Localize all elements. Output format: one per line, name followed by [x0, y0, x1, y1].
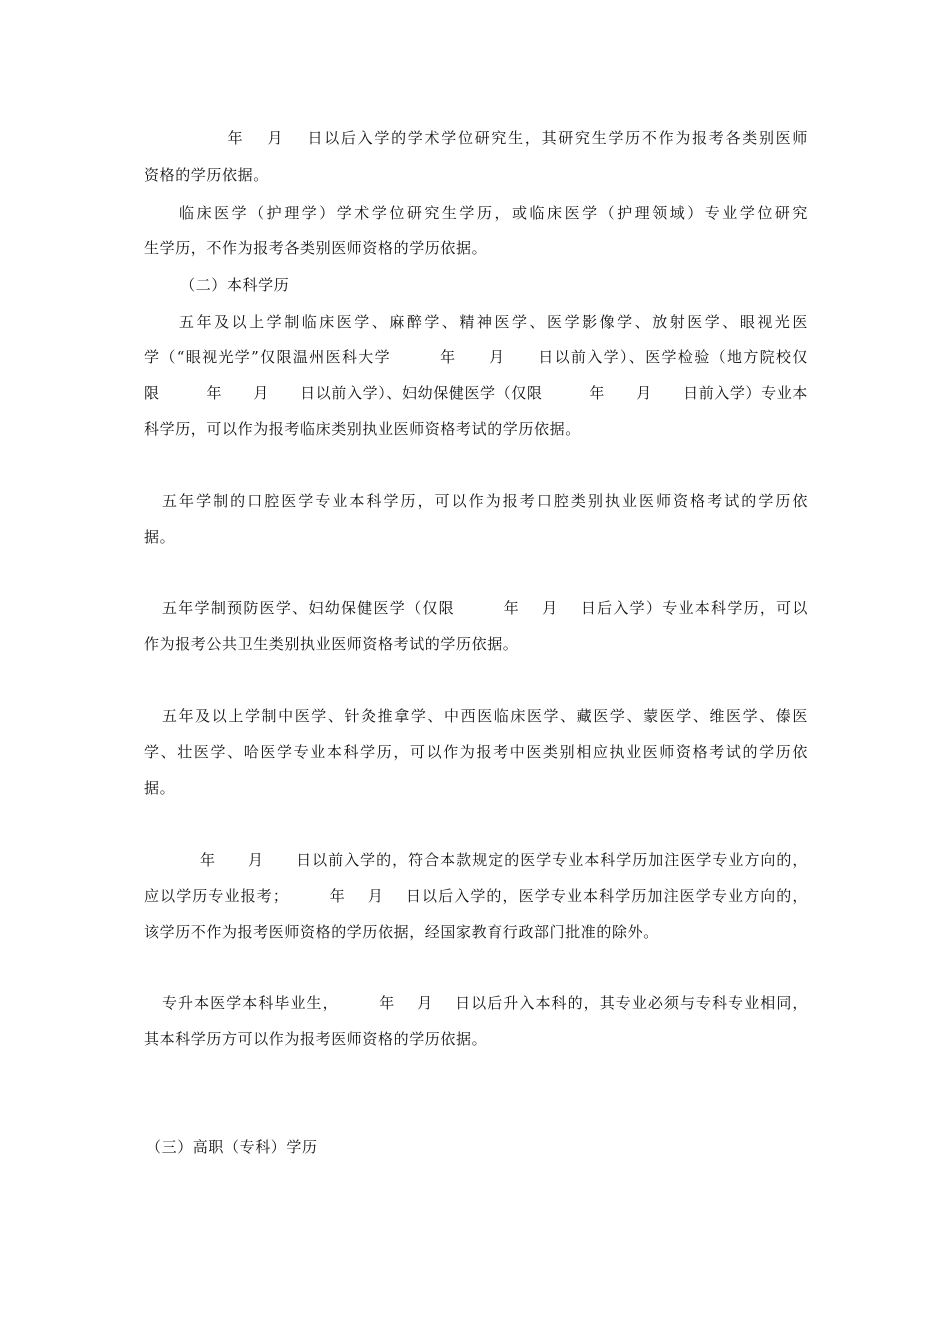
paragraph-line: 应以学历专业报考； 年 月 日以后入学的，医学专业本科学历加注医学专业方向的，: [144, 887, 808, 905]
paragraph-line: 据。: [144, 528, 176, 546]
paragraph-line: 五年学制预防医学、妇幼保健医学（仅限 年 月 日后入学）专业本科学历，可以: [162, 599, 808, 617]
paragraph-line: 资格的学历依据。: [144, 166, 269, 184]
paragraph-line: 五年学制的口腔医学专业本科学历，可以作为报考口腔类别执业医师资格考试的学历依: [162, 492, 808, 510]
paragraph-line: 临床医学（护理学）学术学位研究生学历，或临床医学（护理领域）专业学位研究: [144, 204, 808, 222]
paragraph-line: 学、壮医学、哈医学专业本科学历，可以作为报考中医类别相应执业医师资格考试的学历依: [144, 743, 808, 761]
paragraph-line: 学（“眼视光学”仅限温州医科大学 年 月 日以前入学）、医学检验（地方院校仅: [144, 348, 808, 366]
paragraph-line: 年 月 日以前入学的，符合本款规定的医学专业本科学历加注医学专业方向的，: [168, 851, 808, 869]
paragraph-line: 据。: [144, 779, 176, 797]
paragraph-line: 年 月 日以后入学的学术学位研究生，其研究生学历不作为报考各类别医师: [144, 129, 808, 147]
section-heading: （二）本科学历: [172, 276, 290, 294]
paragraph-line: 生学历，不作为报考各类别医师资格的学历依据。: [144, 239, 488, 257]
paragraph-line: 专升本医学本科毕业生， 年 月 日以后升入本科的，其专业必须与专科专业相同，: [162, 994, 808, 1012]
paragraph-line: 其本科学历方可以作为报考医师资格的学历依据。: [144, 1030, 488, 1048]
section-heading: （三）高职（专科）学历: [146, 1138, 318, 1156]
paragraph-line: 五年及以上学制临床医学、麻醉学、精神医学、医学影像学、放射医学、眼视光医: [144, 313, 808, 331]
paragraph-line: 五年及以上学制中医学、针灸推拿学、中西医临床医学、藏医学、蒙医学、维医学、傣医: [162, 707, 808, 725]
paragraph-line: 作为报考公共卫生类别执业医师资格考试的学历依据。: [144, 635, 519, 653]
paragraph-line: 科学历，可以作为报考临床类别执业医师资格考试的学历依据。: [144, 420, 581, 438]
paragraph-line: 限 年 月 日以前入学）、妇幼保健医学（仅限 年 月 日前入学）专业本: [144, 384, 808, 402]
paragraph-line: 该学历不作为报考医师资格的学历依据，经国家教育行政部门批准的除外。: [144, 923, 659, 941]
